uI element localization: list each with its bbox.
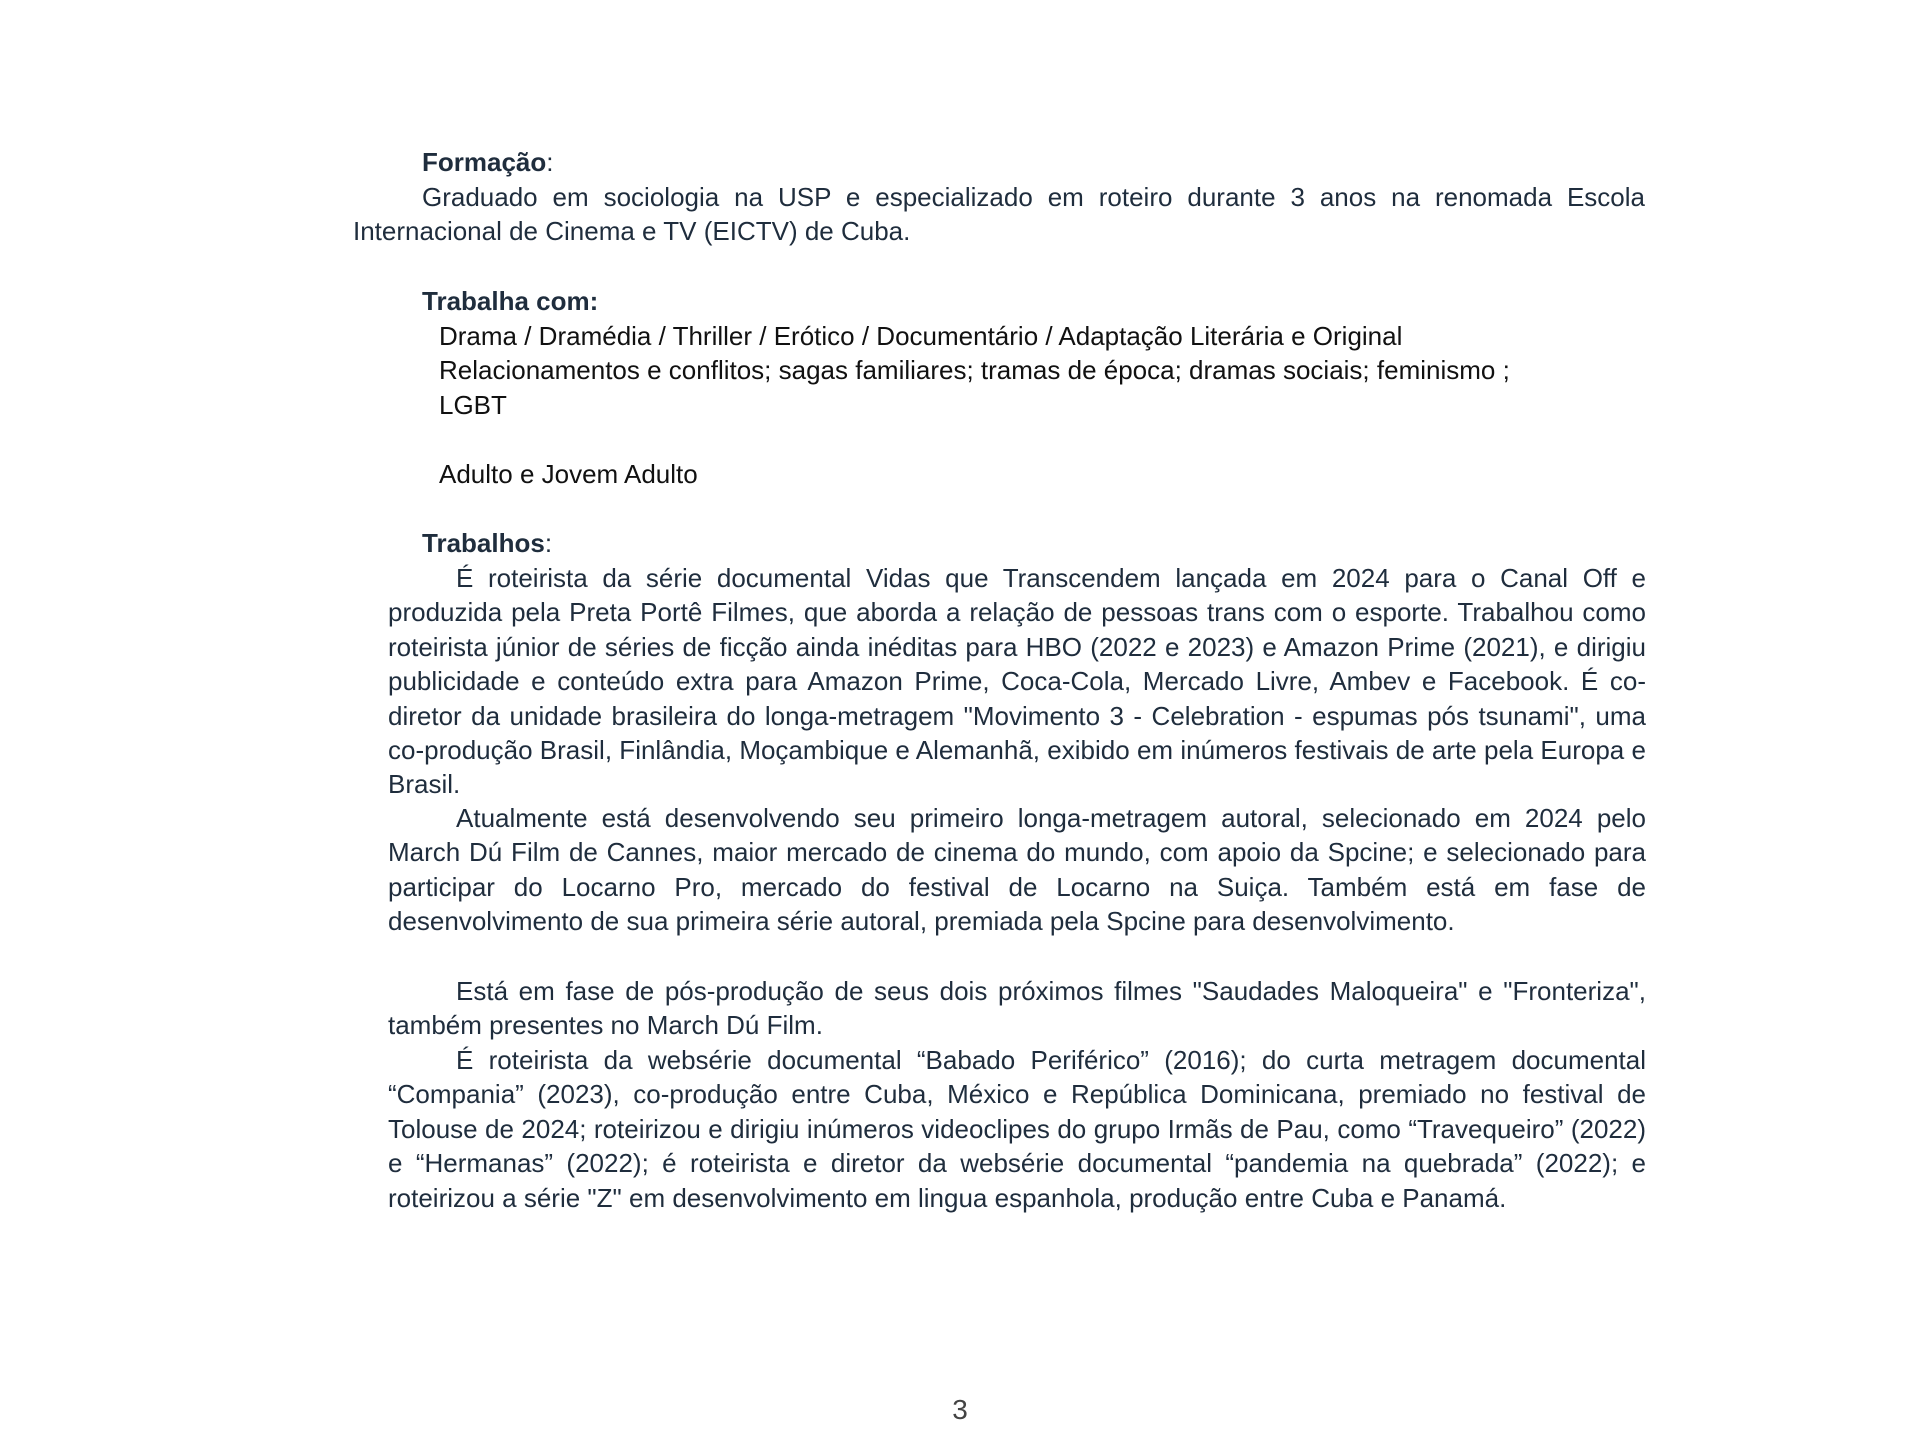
trabalhos-paragraph-2: Atualmente está desenvolvendo seu primeiro longa-metragem autoral, selecionado em 2024 pelo March Dú Film de Cannes, maior mercado de cinema do mundo, com apoio da Spcine; e selecionado para participar do Locarno Pro, mercado do festival de Locarno na Suiça. Também está em fase de desenvolvimento de sua primeira série autoral, premiada pela Spcine para desenvolvimento. — [388, 803, 1646, 937]
trabalha-com-heading: Trabalha com: — [422, 286, 599, 316]
formacao-heading — [422, 145, 554, 179]
trabalhos-heading-colon: : — [544, 528, 553, 558]
trabalha-com-themes: Relacionamentos e conflitos; sagas familiares; tramas de época; dramas sociais; feminismo ; — [439, 355, 1510, 385]
trabalha-com-audience: Adulto e Jovem Adulto — [439, 459, 698, 489]
formacao-heading-text: Formação — [422, 147, 547, 177]
trabalhos-paragraph-1: É roteirista da série documental Vidas que Transcendem lançada em 2024 para o Canal Off e produzida pela Preta Portê Filmes, que aborda a relação de pessoas trans com o esporte. Trabalhou como roteirista júnior de séries de ficção ainda inéditas para HBO (2022 e 2023) e Amazon Prime (2021), e dirigiu publicidade e conteúdo extra para Amazon Prime, Coca-Cola, Mercado Livre, Ambev e Facebook. É co-diretor da unidade brasileira do longa-metragem "Movimento 3 - Celebration - espumas pós tsunami", uma co-produção Brasil, Finlândia, Moçambique e Alemanhã, exibido em inúmeros festivais de arte pela Europa e Brasil. — [388, 563, 1646, 800]
formacao-heading-colon: : — [546, 147, 554, 177]
page-number: 3 — [952, 1394, 968, 1425]
trabalha-com-genres: Drama / Dramédia / Thriller / Erótico / Documentário / Adaptação Literária e Original — [439, 321, 1403, 351]
trabalha-com-themes-cont: LGBT — [439, 390, 507, 420]
trabalhos-heading-text: Trabalhos — [422, 528, 545, 558]
trabalhos-paragraph-4: É roteirista da websérie documental “Babado Periférico” (2016); do curta metragem documental “Compania” (2023), co-produção entre Cuba, México e República Dominicana, premiado no festival de Tolouse de 2024; roteirizou e dirigiu inúmeros videoclipes do grupo Irmãs de Pau, como “Travequeiro” (2022) e “Hermanas” (2022); é roteirista e diretor da websérie documental “pandemia na quebrada” (2022); e roteirizou a série "Z" em desenvolvimento em lingua espanhola, produção entre Cuba e Panamá. — [388, 1045, 1646, 1213]
trabalhos-paragraph-3: Está em fase de pós-produção de seus dois próximos filmes "Saudades Maloqueira" e "Fronteriza", também presentes no March Dú Film. — [388, 976, 1646, 1041]
trabalhos-heading — [422, 526, 552, 560]
formacao-paragraph: Graduado em sociologia na USP e especializado em roteiro durante 3 anos na renomada Escola Internacional de Cinema e TV (EICTV) de Cuba. — [353, 182, 1645, 247]
